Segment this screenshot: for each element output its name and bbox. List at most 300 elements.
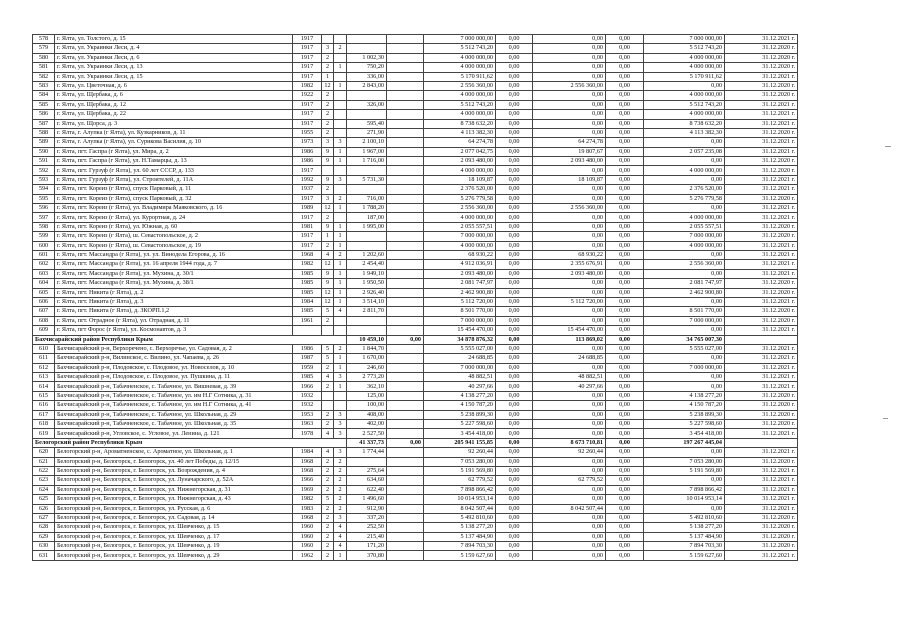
local-cell: 0,00 bbox=[606, 100, 644, 109]
year-cell: 1917 bbox=[293, 44, 322, 53]
area2-cell bbox=[387, 100, 424, 109]
federal-cell: 0,00 bbox=[496, 466, 533, 475]
area-cell: 1 670,00 bbox=[347, 354, 387, 363]
entrances-cell bbox=[334, 326, 347, 335]
year-cell: 1953 bbox=[293, 410, 322, 419]
floors-cell: 2 bbox=[322, 485, 334, 494]
section-total-row bbox=[33, 438, 798, 447]
total-cost-cell: 3 454 418,00 bbox=[424, 429, 496, 438]
total-cost-cell: 5 512 743,20 bbox=[424, 44, 496, 53]
floors-cell: 4 bbox=[322, 429, 334, 438]
entrances-cell: 2 bbox=[334, 457, 347, 466]
table-row bbox=[33, 213, 798, 222]
section-local: 0,00 bbox=[606, 335, 644, 344]
area-cell: 2 773,20 bbox=[347, 373, 387, 382]
address-cell: Белогорский р-н, Белогорск, г. Белогорск, ул. Нижнегорская, д. 43 bbox=[55, 495, 293, 504]
row-number: 584 bbox=[33, 91, 55, 100]
regional-cell: 0,00 bbox=[533, 279, 606, 288]
floors-cell: 5 bbox=[322, 307, 334, 316]
regional-cell: 0,00 bbox=[533, 232, 606, 241]
area-cell bbox=[347, 457, 387, 466]
local-cell: 0,00 bbox=[606, 532, 644, 541]
local-cell: 0,00 bbox=[606, 382, 644, 391]
deadline-cell: 31.12.2020 г. bbox=[725, 232, 798, 241]
table-row bbox=[33, 354, 798, 363]
row-number: 630 bbox=[33, 542, 55, 551]
row-number: 625 bbox=[33, 495, 55, 504]
federal-cell: 0,00 bbox=[496, 35, 533, 44]
entrances-cell bbox=[334, 316, 347, 325]
year-cell: 1961 bbox=[293, 316, 322, 325]
regional-cell: 2 093 480,00 bbox=[533, 157, 606, 166]
area2-cell bbox=[387, 542, 424, 551]
owners-cell: 0,00 bbox=[644, 204, 725, 213]
local-cell: 0,00 bbox=[606, 391, 644, 400]
address-cell: Бахчисарайский р-н, Табачненское, с. Табачное, ул. Школьная, д. 29 bbox=[55, 410, 293, 419]
federal-cell: 0,00 bbox=[496, 110, 533, 119]
table-row bbox=[33, 269, 798, 278]
local-cell: 0,00 bbox=[606, 326, 644, 335]
entrances-cell: 2 bbox=[334, 476, 347, 485]
regional-cell: 0,00 bbox=[533, 410, 606, 419]
section-area: 41 337,73 bbox=[347, 438, 387, 447]
table-row bbox=[33, 542, 798, 551]
regional-cell: 0,00 bbox=[533, 91, 606, 100]
floors-cell bbox=[322, 166, 334, 175]
area-cell: 1 774,44 bbox=[347, 448, 387, 457]
address-cell: Бахчисарайский р-н, Верхоречено, с. Верхоречье, ул. Садовая, д. 2 bbox=[55, 344, 293, 353]
local-cell: 0,00 bbox=[606, 72, 644, 81]
year-cell: 1922 bbox=[293, 91, 322, 100]
floors-cell bbox=[322, 35, 334, 44]
deadline-cell: 31.12.2020 г. bbox=[725, 53, 798, 62]
row-number: 586 bbox=[33, 110, 55, 119]
floors-cell bbox=[322, 391, 334, 400]
local-cell: 0,00 bbox=[606, 91, 644, 100]
entrances-cell: 3 bbox=[334, 420, 347, 429]
owners-cell: 0,00 bbox=[644, 250, 725, 259]
regional-cell: 19 807,67 bbox=[533, 147, 606, 156]
federal-cell: 0,00 bbox=[496, 495, 533, 504]
floors-cell: 2 bbox=[322, 119, 334, 128]
local-cell: 0,00 bbox=[606, 420, 644, 429]
area-cell: 252,50 bbox=[347, 523, 387, 532]
area2-cell bbox=[387, 288, 424, 297]
section-regional: 113 869,02 bbox=[533, 335, 606, 344]
area2-cell bbox=[387, 316, 424, 325]
total-cost-cell: 2 556 360,00 bbox=[424, 81, 496, 90]
area2-cell bbox=[387, 213, 424, 222]
federal-cell: 0,00 bbox=[496, 513, 533, 522]
row-number: 582 bbox=[33, 72, 55, 81]
owners-cell: 4 000 000,00 bbox=[644, 213, 725, 222]
address-cell: Белогорский р-н, Белогорск, г. Белогорск, ул. Шевченко, д. 19 bbox=[55, 542, 293, 551]
year-cell: 1992 bbox=[293, 175, 322, 184]
local-cell: 0,00 bbox=[606, 53, 644, 62]
local-cell: 0,00 bbox=[606, 241, 644, 250]
federal-cell: 0,00 bbox=[496, 194, 533, 203]
federal-cell: 0,00 bbox=[496, 100, 533, 109]
table-row bbox=[33, 448, 798, 457]
floors-cell bbox=[322, 326, 334, 335]
address-cell: г. Ялта, пгт. Гурзуф (г Ялта), ул. 60 лет СССР, д. 133 bbox=[55, 166, 293, 175]
total-cost-cell: 2 376 520,00 bbox=[424, 185, 496, 194]
address-cell: Бахчисарайский р-н, Угловское, с. Угловое, ул. Ленина, д. 121 bbox=[55, 429, 293, 438]
floors-cell: 12 bbox=[322, 204, 334, 213]
area-cell bbox=[347, 241, 387, 250]
federal-cell: 0,00 bbox=[496, 420, 533, 429]
section-title: Белогорский район Республики Крым bbox=[33, 438, 347, 447]
regional-cell: 0,00 bbox=[533, 344, 606, 353]
year-cell: 1937 bbox=[293, 185, 322, 194]
area2-cell bbox=[387, 222, 424, 231]
margin-mark bbox=[885, 146, 891, 147]
floors-cell: 12 bbox=[322, 288, 334, 297]
address-cell: г. Ялта, пгт. Кореиз (г Ялта), ул. Южная, д. 60 bbox=[55, 222, 293, 231]
floors-cell: 5 bbox=[322, 495, 334, 504]
year-cell: 1985 bbox=[293, 373, 322, 382]
deadline-cell: 31.12.2020 г. bbox=[725, 91, 798, 100]
deadline-cell: 31.12.2021 г. bbox=[725, 485, 798, 494]
owners-cell: 0,00 bbox=[644, 81, 725, 90]
owners-cell: 2 057 235,08 bbox=[644, 147, 725, 156]
owners-cell: 0,00 bbox=[644, 448, 725, 457]
owners-cell: 7 894 703,30 bbox=[644, 542, 725, 551]
deadline-cell: 31.12.2021 г. bbox=[725, 147, 798, 156]
section-total-cost: 205 941 155,85 bbox=[424, 438, 496, 447]
area-cell: 271,90 bbox=[347, 128, 387, 137]
total-cost-cell: 2 055 557,51 bbox=[424, 222, 496, 231]
area-cell: 622,40 bbox=[347, 485, 387, 494]
federal-cell: 0,00 bbox=[496, 391, 533, 400]
federal-cell: 0,00 bbox=[496, 44, 533, 53]
section-area2: 0,00 bbox=[387, 335, 424, 344]
regional-cell: 0,00 bbox=[533, 307, 606, 316]
area2-cell bbox=[387, 448, 424, 457]
local-cell: 0,00 bbox=[606, 213, 644, 222]
floors-cell: 2 bbox=[322, 213, 334, 222]
deadline-cell: 31.12.2021 г. bbox=[725, 476, 798, 485]
deadline-cell: 31.12.2020 г. bbox=[725, 194, 798, 203]
entrances-cell: 2 bbox=[334, 250, 347, 259]
floors-cell: 9 bbox=[322, 175, 334, 184]
owners-cell: 4 000 000,00 bbox=[644, 53, 725, 62]
address-cell: г. Ялта, пгт. Кореиз (г Ялта), спуск Парковый, д. 11 bbox=[55, 185, 293, 194]
table-row bbox=[33, 344, 798, 353]
total-cost-cell: 2 462 900,80 bbox=[424, 288, 496, 297]
year-cell: 1959 bbox=[293, 363, 322, 372]
total-cost-cell: 92 260,44 bbox=[424, 448, 496, 457]
regional-cell: 0,00 bbox=[533, 391, 606, 400]
regional-cell: 0,00 bbox=[533, 429, 606, 438]
regional-cell: 0,00 bbox=[533, 35, 606, 44]
table-row bbox=[33, 373, 798, 382]
total-cost-cell: 68 930,22 bbox=[424, 250, 496, 259]
regional-cell: 0,00 bbox=[533, 241, 606, 250]
deadline-cell: 31.12.2020 г. bbox=[725, 128, 798, 137]
table-row bbox=[33, 504, 798, 513]
table-row bbox=[33, 466, 798, 475]
deadline-cell: 31.12.2020 г. bbox=[725, 513, 798, 522]
year-cell: 1960 bbox=[293, 542, 322, 551]
entrances-cell: 2 bbox=[334, 44, 347, 53]
area2-cell bbox=[387, 279, 424, 288]
entrances-cell bbox=[334, 213, 347, 222]
area-cell bbox=[347, 166, 387, 175]
row-number: 613 bbox=[33, 373, 55, 382]
section-owners: 34 765 007,30 bbox=[644, 335, 725, 344]
floors-cell: 9 bbox=[322, 147, 334, 156]
address-cell: г. Ялта, пгт. Никита (г Ялта), д. 3 bbox=[55, 297, 293, 306]
total-cost-cell: 5 492 810,60 bbox=[424, 513, 496, 522]
row-number: 578 bbox=[33, 35, 55, 44]
entrances-cell: 3 bbox=[334, 429, 347, 438]
entrances-cell bbox=[334, 91, 347, 100]
table-row bbox=[33, 420, 798, 429]
entrances-cell: 3 bbox=[334, 448, 347, 457]
owners-cell: 2 556 360,00 bbox=[644, 260, 725, 269]
regional-cell: 0,00 bbox=[533, 316, 606, 325]
owners-cell: 5 555 027,00 bbox=[644, 344, 725, 353]
regional-cell: 0,00 bbox=[533, 72, 606, 81]
row-number: 622 bbox=[33, 466, 55, 475]
area2-cell bbox=[387, 429, 424, 438]
table-row bbox=[33, 513, 798, 522]
total-cost-cell: 8 501 770,00 bbox=[424, 307, 496, 316]
table-row bbox=[33, 166, 798, 175]
floors-cell: 3 bbox=[322, 44, 334, 53]
address-cell: г. Ялта, г. Алупка (г Ялта), ул. Кузкарников, д. 11 bbox=[55, 128, 293, 137]
deadline-cell: 31.12.2021 г. bbox=[725, 204, 798, 213]
entrances-cell: 3 bbox=[334, 175, 347, 184]
federal-cell: 0,00 bbox=[496, 222, 533, 231]
local-cell: 0,00 bbox=[606, 307, 644, 316]
regional-cell: 92 260,44 bbox=[533, 448, 606, 457]
row-number: 614 bbox=[33, 382, 55, 391]
address-cell: Белогорский р-н, Белогорск, г. Белогорск, ул. Шевченко, д. 17 bbox=[55, 532, 293, 541]
total-cost-cell: 4 912 036,91 bbox=[424, 260, 496, 269]
local-cell: 0,00 bbox=[606, 363, 644, 372]
year-cell: 1982 bbox=[293, 81, 322, 90]
table-row bbox=[33, 523, 798, 532]
area2-cell bbox=[387, 307, 424, 316]
row-number: 624 bbox=[33, 485, 55, 494]
owners-cell: 5 170 911,62 bbox=[644, 72, 725, 81]
floors-cell: 5 bbox=[322, 344, 334, 353]
deadline-cell: 31.12.2021 г. bbox=[725, 260, 798, 269]
row-number: 626 bbox=[33, 504, 55, 513]
entrances-cell bbox=[334, 401, 347, 410]
table-row bbox=[33, 81, 798, 90]
deadline-cell: 31.12.2021 г. bbox=[725, 448, 798, 457]
regional-cell: 48 882,51 bbox=[533, 373, 606, 382]
entrances-cell bbox=[334, 53, 347, 62]
table-row bbox=[33, 232, 798, 241]
regional-cell: 62 779,52 bbox=[533, 476, 606, 485]
year-cell: 1986 bbox=[293, 157, 322, 166]
total-cost-cell: 2 556 360,00 bbox=[424, 204, 496, 213]
year-cell: 1917 bbox=[293, 53, 322, 62]
total-cost-cell: 5 512 743,20 bbox=[424, 100, 496, 109]
table-row bbox=[33, 551, 798, 560]
address-cell: г. Ялта, ул. Щербака, д. 22 bbox=[55, 110, 293, 119]
federal-cell: 0,00 bbox=[496, 147, 533, 156]
area-cell: 370,80 bbox=[347, 551, 387, 560]
row-number: 604 bbox=[33, 279, 55, 288]
floors-cell: 2 bbox=[322, 532, 334, 541]
local-cell: 0,00 bbox=[606, 476, 644, 485]
address-cell: г. Ялта, пгт. Кореиз (г Ялта), ш. Севастопольское, д. 2 bbox=[55, 232, 293, 241]
regional-cell: 0,00 bbox=[533, 194, 606, 203]
address-cell: г. Ялта, пгт. Массандра (г Ялта), ул. Мухина, д. 30/1 bbox=[55, 269, 293, 278]
entrances-cell: 3 bbox=[334, 410, 347, 419]
federal-cell: 0,00 bbox=[496, 429, 533, 438]
year-cell: 1986 bbox=[293, 147, 322, 156]
entrances-cell: 1 bbox=[334, 260, 347, 269]
area2-cell bbox=[387, 110, 424, 119]
local-cell: 0,00 bbox=[606, 457, 644, 466]
local-cell: 0,00 bbox=[606, 344, 644, 353]
local-cell: 0,00 bbox=[606, 542, 644, 551]
deadline-cell: 31.12.2021 г. bbox=[725, 72, 798, 81]
area-cell bbox=[347, 91, 387, 100]
local-cell: 0,00 bbox=[606, 551, 644, 560]
entrances-cell bbox=[334, 100, 347, 109]
total-cost-cell: 62 779,52 bbox=[424, 476, 496, 485]
address-cell: г. Ялта, ул. Украинки Леси, д. 15 bbox=[55, 72, 293, 81]
local-cell: 0,00 bbox=[606, 373, 644, 382]
area-cell: 275,64 bbox=[347, 466, 387, 475]
floors-cell: 3 bbox=[322, 194, 334, 203]
total-cost-cell: 7 000 000,00 bbox=[424, 363, 496, 372]
area2-cell bbox=[387, 260, 424, 269]
federal-cell: 0,00 bbox=[496, 551, 533, 560]
year-cell: 1983 bbox=[293, 504, 322, 513]
section-deadline bbox=[725, 335, 798, 344]
table-row bbox=[33, 297, 798, 306]
year-cell: 1917 bbox=[293, 72, 322, 81]
federal-cell: 0,00 bbox=[496, 485, 533, 494]
owners-cell: 2 376 520,00 bbox=[644, 185, 725, 194]
area-cell bbox=[347, 326, 387, 335]
total-cost-cell: 7 000 000,00 bbox=[424, 35, 496, 44]
area-cell: 2 811,70 bbox=[347, 307, 387, 316]
total-cost-cell: 5 138 277,20 bbox=[424, 523, 496, 532]
table-body bbox=[33, 35, 798, 561]
row-number: 591 bbox=[33, 157, 55, 166]
address-cell: г. Ялта, пгт. Массандра (г Ялта), ул. Мухина, д. 38/1 bbox=[55, 279, 293, 288]
federal-cell: 0,00 bbox=[496, 457, 533, 466]
address-cell: г. Ялта, ул. Украинки Леси, д. 13 bbox=[55, 63, 293, 72]
row-number: 612 bbox=[33, 363, 55, 372]
total-cost-cell: 2 081 747,97 bbox=[424, 279, 496, 288]
entrances-cell: 3 bbox=[334, 373, 347, 382]
owners-cell: 4 000 000,00 bbox=[644, 110, 725, 119]
table-row bbox=[33, 279, 798, 288]
year-cell: 1932 bbox=[293, 401, 322, 410]
area-cell: 1 949,10 bbox=[347, 269, 387, 278]
area2-cell bbox=[387, 44, 424, 53]
federal-cell: 0,00 bbox=[496, 72, 533, 81]
owners-cell: 5 512 743,20 bbox=[644, 100, 725, 109]
entrances-cell bbox=[334, 166, 347, 175]
table-row bbox=[33, 175, 798, 184]
local-cell: 0,00 bbox=[606, 466, 644, 475]
federal-cell: 0,00 bbox=[496, 119, 533, 128]
owners-cell: 7 000 000,00 bbox=[644, 232, 725, 241]
entrances-cell: 1 bbox=[334, 232, 347, 241]
row-number: 620 bbox=[33, 448, 55, 457]
local-cell: 0,00 bbox=[606, 175, 644, 184]
deadline-cell: 31.12.2020 г. bbox=[725, 222, 798, 231]
table-row bbox=[33, 363, 798, 372]
year-cell: 1968 bbox=[293, 250, 322, 259]
address-cell: г. Ялта, ул. Щорса, д. 3 bbox=[55, 119, 293, 128]
total-cost-cell: 2 093 480,00 bbox=[424, 157, 496, 166]
federal-cell: 0,00 bbox=[496, 241, 533, 250]
floors-cell: 2 bbox=[322, 363, 334, 372]
total-cost-cell: 40 297,66 bbox=[424, 382, 496, 391]
entrances-cell: 4 bbox=[334, 542, 347, 551]
floors-cell: 12 bbox=[322, 260, 334, 269]
total-cost-cell: 7 000 000,00 bbox=[424, 316, 496, 325]
floors-cell: 2 bbox=[322, 241, 334, 250]
total-cost-cell: 4 113 382,30 bbox=[424, 128, 496, 137]
address-cell: г. Ялта, г. Алупка (г Ялта), ул. Сурикова Василия, д. 10 bbox=[55, 138, 293, 147]
row-number: 608 bbox=[33, 316, 55, 325]
row-number: 579 bbox=[33, 44, 55, 53]
address-cell: г. Ялта, пгт. Гаспра (г Ялта), ул. Мира, д. 2 bbox=[55, 147, 293, 156]
year-cell: 1985 bbox=[293, 269, 322, 278]
area2-cell bbox=[387, 466, 424, 475]
area2-cell bbox=[387, 401, 424, 410]
year-cell: 1960 bbox=[293, 532, 322, 541]
owners-cell: 7 898 866,42 bbox=[644, 485, 725, 494]
area2-cell bbox=[387, 241, 424, 250]
area-cell bbox=[347, 316, 387, 325]
year-cell: 1968 bbox=[293, 466, 322, 475]
table-row bbox=[33, 260, 798, 269]
floors-cell: 2 bbox=[322, 551, 334, 560]
owners-cell: 0,00 bbox=[644, 354, 725, 363]
owners-cell: 8 738 632,20 bbox=[644, 119, 725, 128]
deadline-cell: 31.12.2020 г. bbox=[725, 157, 798, 166]
area2-cell bbox=[387, 363, 424, 372]
row-number: 589 bbox=[33, 138, 55, 147]
owners-cell: 4 000 000,00 bbox=[644, 241, 725, 250]
total-cost-cell: 2 077 042,75 bbox=[424, 147, 496, 156]
owners-cell: 7 000 000,00 bbox=[644, 316, 725, 325]
address-cell: Бахчисарайский р-н, Вилинское, с. Вилино, ул. Чапаева, д. 26 bbox=[55, 354, 293, 363]
row-number: 583 bbox=[33, 81, 55, 90]
deadline-cell: 31.12.2020 г. bbox=[725, 410, 798, 419]
entrances-cell: 1 bbox=[334, 288, 347, 297]
deadline-cell: 31.12.2021 г. bbox=[725, 466, 798, 475]
area-cell: 634,60 bbox=[347, 476, 387, 485]
area2-cell bbox=[387, 457, 424, 466]
local-cell: 0,00 bbox=[606, 269, 644, 278]
owners-cell: 4 138 277,20 bbox=[644, 391, 725, 400]
federal-cell: 0,00 bbox=[496, 204, 533, 213]
area-cell bbox=[347, 185, 387, 194]
deadline-cell: 31.12.2020 г. bbox=[725, 532, 798, 541]
row-number: 623 bbox=[33, 476, 55, 485]
deadline-cell: 31.12.2020 г. bbox=[725, 523, 798, 532]
total-cost-cell: 4 000 000,00 bbox=[424, 110, 496, 119]
address-cell: Бахчисарайский р-н, Плодовское, с. Плодовое, ул. Пушкина, д. 11 bbox=[55, 373, 293, 382]
total-cost-cell: 5 170 911,62 bbox=[424, 72, 496, 81]
deadline-cell: 31.12.2020 г. bbox=[725, 279, 798, 288]
